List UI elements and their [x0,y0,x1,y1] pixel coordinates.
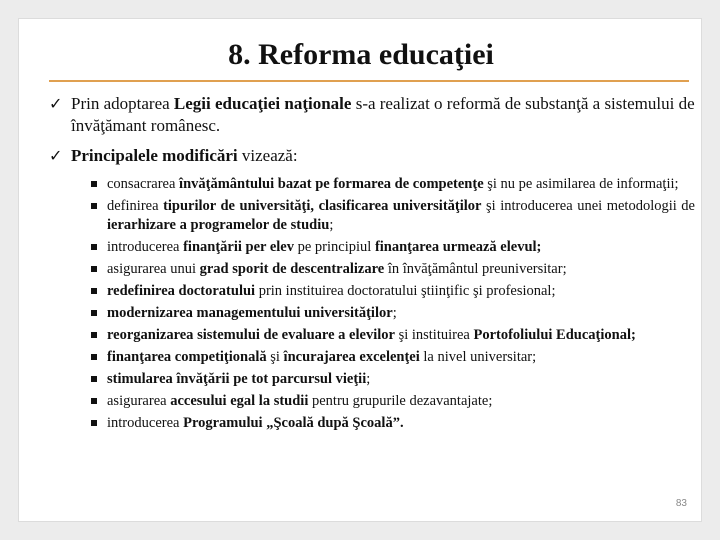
checkmark-icon: ✓ [49,146,63,165]
list-item [91,175,695,194]
list-item [91,238,695,257]
bold-text: învăţământului bazat pe formarea de competenţe [179,176,484,192]
bullet-text [71,146,298,165]
bullet-main-changes [49,145,695,167]
text: ; [366,371,371,387]
bullet-text [71,94,695,135]
bold-text: modernizarea managementului universităţilor [107,305,393,321]
square-bullet-icon [91,376,97,382]
bold-text: Portofoliului Educaţional; [473,327,636,343]
bold-text: accesului egal la studii [170,393,309,409]
text: şi [266,349,284,365]
bold-text: încurajarea excelenţei [283,349,420,365]
text: pe principiul [293,239,375,255]
bold-text: reorganizarea [107,327,194,343]
slide-title: 8. Reforma educaţiei [228,38,494,71]
bold-text: Programului „Şcoală după Şcoală”. [183,415,404,431]
square-bullet-icon [91,398,97,404]
list-item [91,260,695,279]
text: asigurarea [107,393,171,409]
page-number: 83 [675,498,687,509]
bold-text: ierarhizare a programelor de studiu [107,217,330,233]
bold-text: redefinirea doctoratului [107,283,256,299]
checkmark-icon: ✓ [49,94,63,113]
text: Prin adoptarea [71,94,174,113]
list-item [91,370,695,389]
square-bullet-icon [91,354,97,360]
text: s-a realizat o reformă de substanţă a sistemului de învăţămant românesc. [71,94,695,135]
slide-content [49,93,695,436]
text: pentru grupurile dezavantajate; [308,393,493,409]
list-item [91,348,695,367]
slide [18,18,702,522]
text: şi introducerea unei metodologii de [481,198,695,214]
text: şi instituirea [394,327,474,343]
square-bullet-icon [91,244,97,250]
bullet-law-adoption [49,93,695,137]
bold-text: Legii educaţiei naţionale [173,94,352,113]
square-bullet-icon [91,181,97,187]
bold-text: grad sporit de descentralizare [199,261,385,277]
bold-text: finanţarea competiţională [107,349,267,365]
text: ; [329,217,334,233]
bold-text: finanţarea urmează elevul; [374,239,542,255]
bold-text: stimularea învăţării pe tot parcursul vieţii [107,371,367,387]
list-item [91,304,695,323]
text: şi nu pe asimilarea de informaţii; [483,176,679,192]
text: introducerea [107,239,184,255]
list-item [91,197,695,235]
title-divider [49,80,689,82]
list-item [91,326,695,345]
bold-text: Principalele modificări [71,146,238,165]
changes-list [49,175,695,433]
text: în învăţământul preuniversitar; [384,261,567,277]
list-item [91,282,695,301]
bold-text: finanţării per elev [183,239,294,255]
text: definirea [107,198,164,214]
text: ; [392,305,397,321]
square-bullet-icon [91,332,97,338]
text: consacrarea [107,176,180,192]
bold-text: tipurilor de universităţi, clasificarea universităţilor [163,198,482,214]
square-bullet-icon [91,310,97,316]
list-item [91,392,695,411]
square-bullet-icon [91,266,97,272]
square-bullet-icon [91,203,97,209]
text: la nivel universitar; [419,349,537,365]
square-bullet-icon [91,420,97,426]
square-bullet-icon [91,288,97,294]
text: asigurarea unui [107,261,200,277]
list-item [91,414,695,433]
text: introducerea [107,415,184,431]
text: prin instituirea doctoratului ştiinţific şi profesional; [255,283,556,299]
text: vizează: [237,146,298,165]
bold-text: sistemului de evaluare a elevilor [193,327,395,343]
